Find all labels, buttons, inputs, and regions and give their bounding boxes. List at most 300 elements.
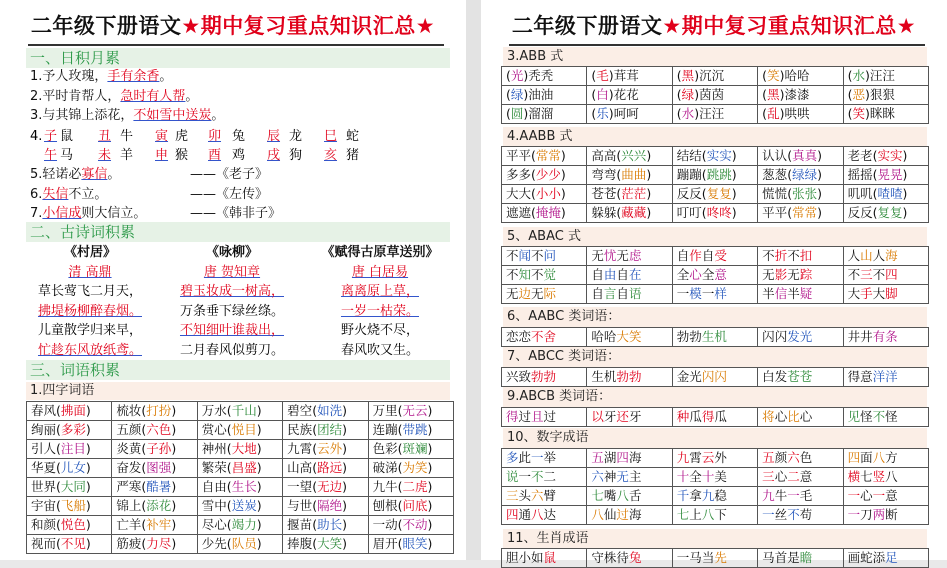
word-part: 慌慌 [762, 186, 788, 201]
word-char: 八 [701, 507, 715, 522]
word-char: 四 [506, 507, 519, 522]
word-paren: ( [312, 441, 318, 456]
word-answer: 水 [681, 106, 695, 121]
table-cell [502, 285, 587, 304]
word-char: 七 [676, 507, 690, 522]
word-paren: ) [731, 186, 737, 201]
word-char: 作 [689, 248, 702, 263]
word-paren: ( [701, 148, 707, 163]
word-table [501, 448, 929, 525]
word-part: 雪中 [201, 498, 227, 513]
word-part: 世界 [31, 479, 57, 494]
word-char: 云 [701, 450, 715, 465]
word-paren: ) [85, 517, 91, 532]
word-char: 守 [591, 550, 604, 565]
word-char: 意 [799, 469, 813, 484]
word-char: 大 [847, 286, 861, 301]
word-char: 机 [603, 369, 617, 384]
word-answer: 生长 [231, 479, 257, 494]
word-paren: ( [701, 205, 707, 220]
word-char: 九 [762, 488, 775, 503]
table-cell [587, 368, 672, 387]
word-paren: ) [85, 422, 91, 437]
word-char: 五 [591, 450, 604, 465]
table-cell [758, 328, 843, 347]
word-paren: ( [506, 87, 511, 102]
table-cell [283, 402, 368, 421]
word-answer: 喳喳 [877, 186, 903, 201]
word-char: 心 [774, 409, 788, 424]
word-answer: 绿 [681, 87, 695, 102]
word-paren: ) [817, 148, 822, 163]
word-paren: ( [847, 106, 853, 121]
word-paren: ( [787, 167, 793, 182]
word-char: 兔 [628, 550, 642, 565]
word-paren: ) [817, 167, 822, 182]
table-cell [843, 506, 928, 525]
word-answer: 助长 [317, 517, 343, 532]
word-paren: ) [256, 403, 262, 418]
word-answer: 白 [596, 87, 609, 102]
table-cell [672, 468, 757, 487]
word-answer: 绿 [510, 87, 524, 102]
word-part: 筋疲 [116, 536, 142, 551]
word-part: 眯眯 [869, 106, 895, 121]
word-paren: ) [85, 536, 91, 551]
word-char: 瞻 [799, 550, 813, 565]
word-part: 蹦蹦 [676, 167, 702, 182]
word-paren: ( [141, 498, 147, 513]
word-part: 遮遮 [506, 205, 532, 220]
word-paren: ( [701, 167, 707, 182]
table-row [502, 468, 929, 487]
quote-answer: 失信 [42, 186, 69, 202]
saying-line [30, 67, 172, 86]
table-cell [587, 449, 672, 468]
table-cell [197, 421, 282, 440]
table-cell [587, 328, 672, 347]
word-char: 洋 [885, 369, 898, 384]
quote-end: 。 [107, 167, 121, 182]
word-paren: ) [646, 205, 652, 220]
word-char: 多 [506, 450, 519, 465]
word-char: 一 [676, 286, 690, 301]
word-paren: ( [312, 498, 318, 513]
poem [22, 243, 158, 360]
table-cell [672, 86, 757, 105]
table-cell [197, 516, 282, 535]
table-cell [587, 408, 672, 427]
table-cell [112, 478, 197, 497]
word-paren: ) [902, 205, 908, 220]
word-paren: ) [608, 106, 614, 121]
table-cell [283, 440, 368, 459]
word-char: 上 [689, 507, 702, 522]
word-char: 致 [518, 369, 532, 384]
word-char: 四 [847, 450, 861, 465]
word-answer: 小小 [535, 186, 561, 201]
word-paren: ) [902, 148, 908, 163]
word-paren: ( [312, 422, 318, 437]
word-char: 八 [591, 507, 604, 522]
table-cell [368, 497, 453, 516]
word-answer: 真真 [792, 148, 818, 163]
word-answer: 乐 [596, 106, 609, 121]
word-char: 心 [774, 469, 788, 484]
word-char: 四 [885, 267, 898, 282]
table-row [502, 147, 929, 166]
earthly-branch: 寅 [155, 129, 169, 144]
word-char: 湖 [603, 450, 617, 465]
word-answer: 大同 [60, 479, 86, 494]
word-char: 六 [531, 488, 544, 503]
word-char: 大 [872, 286, 886, 301]
word-paren: ( [397, 403, 403, 418]
word-char: 苍 [787, 369, 800, 384]
word-paren: ) [731, 205, 737, 220]
word-char: 意 [714, 267, 727, 282]
word-paren: ) [342, 479, 347, 494]
word-char: 自 [676, 248, 690, 263]
word-char: 一 [531, 450, 544, 465]
word-char: 主 [628, 469, 642, 484]
table-cell [587, 185, 672, 204]
word-table [501, 146, 929, 223]
word-paren: ( [56, 422, 61, 437]
word-paren: ) [171, 460, 177, 475]
word-char: 半 [762, 286, 775, 301]
word-paren: ( [141, 517, 147, 532]
table-cell [283, 459, 368, 478]
word-paren: ) [171, 536, 177, 551]
table-cell [672, 328, 757, 347]
word-part: 少先 [201, 536, 227, 551]
word-part: 高高 [591, 148, 617, 163]
word-char: 不 [872, 267, 886, 282]
word-char: 将 [762, 409, 775, 424]
word-answer: 黑 [681, 68, 695, 83]
word-part: 万水 [201, 403, 227, 418]
table-cell [502, 506, 587, 525]
word-part: 山高 [287, 460, 313, 475]
word-char: 得 [847, 369, 861, 384]
word-char: 足 [885, 550, 898, 565]
word-answer: 拂面 [60, 403, 86, 418]
word-char: 勃 [676, 329, 690, 344]
word-paren: ( [141, 479, 147, 494]
word-paren: ) [817, 186, 822, 201]
word-part: 繁荣 [201, 460, 227, 475]
word-part: 摇摇 [847, 167, 873, 182]
word-answer: 眼笑 [402, 536, 428, 551]
zodiac-animal: 兔 [232, 129, 246, 144]
table-cell [502, 67, 587, 86]
table-row [27, 402, 454, 421]
word-answer: 藏藏 [621, 205, 647, 220]
four-char-words-table [26, 401, 454, 554]
word-char: 下 [714, 507, 727, 522]
table-cell [672, 247, 757, 266]
word-char: 三 [860, 267, 873, 282]
word-paren: ( [56, 517, 61, 532]
word-char: 样 [714, 286, 727, 301]
word-char: 不 [847, 267, 861, 282]
word-char: 自 [616, 267, 629, 282]
quote-end: 则大信立。 [81, 206, 147, 221]
word-char: 丝 [774, 507, 788, 522]
word-char: 面 [860, 450, 873, 465]
word-char: 四 [616, 450, 629, 465]
poem-line: 春风吹又生。 [340, 342, 419, 358]
poem-line: 万条垂下绿丝绦。 [179, 303, 284, 319]
word-answer: 恶 [852, 87, 865, 102]
word-paren: ( [531, 186, 536, 201]
word-char: 十 [701, 469, 715, 484]
section-heading: 10、数字成语 [503, 428, 927, 448]
word-paren: ( [312, 536, 318, 551]
word-paren: ( [787, 148, 793, 163]
table-row [27, 478, 454, 497]
word-char: 种 [676, 409, 690, 424]
word-answer: 兴兴 [621, 148, 647, 163]
word-char: 七 [860, 469, 873, 484]
word-paren: ( [56, 403, 61, 418]
word-char: 笑 [628, 329, 642, 344]
saying-line [30, 87, 198, 106]
word-char: 过 [518, 409, 532, 424]
word-char: 过 [616, 507, 629, 522]
word-answer: 少少 [535, 167, 561, 182]
poem [312, 243, 448, 360]
word-paren: ) [171, 498, 177, 513]
word-paren: ) [256, 517, 262, 532]
poem-author: 唐 白居易 [351, 264, 409, 280]
word-char: 以 [591, 409, 604, 424]
word-char: 稳 [714, 488, 727, 503]
table-cell [112, 497, 197, 516]
word-char: 六 [591, 469, 604, 484]
word-char: 信 [774, 286, 788, 301]
earthly-branch: 丑 [98, 129, 112, 144]
word-table [501, 66, 929, 124]
poem-line: 儿童散学归来早， [37, 323, 142, 338]
word-part: 多多 [506, 167, 532, 182]
word-char: 白 [762, 369, 775, 384]
table-cell [502, 166, 587, 185]
word-char: 不 [787, 248, 800, 263]
word-char: 不 [762, 248, 775, 263]
word-answer: 团结 [317, 422, 343, 437]
word-char: 瓜 [689, 409, 702, 424]
word-char: 勃 [616, 369, 629, 384]
word-answer: 为笑 [402, 460, 428, 475]
word-paren: ( [872, 186, 878, 201]
word-paren: ) [342, 441, 347, 456]
word-paren: ( [676, 87, 682, 102]
table-cell [197, 402, 282, 421]
table-cell [758, 67, 843, 86]
word-char: 际 [543, 286, 557, 301]
word-char: 折 [774, 248, 788, 263]
word-answer: 实实 [706, 148, 732, 163]
word-paren: ) [427, 460, 433, 475]
table-cell [843, 247, 928, 266]
word-char: 无 [506, 286, 519, 301]
word-char: 举 [543, 450, 557, 465]
word-paren: ( [141, 422, 147, 437]
word-paren: ) [85, 441, 91, 456]
word-part: 宇宙 [31, 498, 57, 513]
table-cell [843, 266, 928, 285]
word-part: 九牛 [372, 479, 398, 494]
word-paren: ) [523, 106, 529, 121]
table-cell [587, 266, 672, 285]
word-answer: 掩掩 [535, 205, 561, 220]
table-cell [368, 402, 453, 421]
word-part: 碧空 [287, 403, 313, 418]
word-char: 鼠 [543, 550, 557, 565]
table-cell [368, 535, 453, 554]
poem-line: 一岁一枯荣。 [340, 303, 419, 319]
table-cell [672, 147, 757, 166]
word-paren: ( [591, 87, 597, 102]
word-part: 严寒 [116, 479, 142, 494]
word-char: 神 [603, 469, 617, 484]
word-answer: 光 [510, 68, 524, 83]
word-answer: 力尽 [146, 536, 172, 551]
poem-line: 拂堤杨柳醉春烟。 [37, 303, 142, 319]
word-part: 秃秃 [528, 68, 554, 83]
word-answer: 二虎 [402, 479, 428, 494]
table-cell [843, 67, 928, 86]
word-part: 叮叮 [676, 205, 702, 220]
zodiac-animal: 鼠 [60, 129, 74, 144]
table-cell [368, 421, 453, 440]
word-part: 苍苍 [591, 186, 617, 201]
word-part: 梳妆 [116, 403, 142, 418]
word-part: 一动 [372, 517, 398, 532]
word-char: 不 [531, 329, 544, 344]
word-answer: 笑 [852, 106, 865, 121]
table-cell [843, 487, 928, 506]
word-table [501, 246, 929, 304]
word-char: 五 [762, 450, 775, 465]
table-cell [283, 421, 368, 440]
word-char: 心 [860, 488, 873, 503]
word-paren: ( [312, 460, 318, 475]
word-char: 井 [847, 329, 861, 344]
word-char: 一 [762, 507, 775, 522]
word-paren: ( [312, 479, 318, 494]
table-row [502, 487, 929, 506]
word-char: 瓜 [714, 409, 727, 424]
word-char: 马 [762, 550, 775, 565]
word-char: 先 [714, 550, 727, 565]
word-paren: ( [226, 479, 232, 494]
earthly-branch: 未 [98, 148, 112, 163]
word-answer: 图强 [146, 460, 172, 475]
word-paren: ( [56, 441, 61, 456]
word-char: 还 [616, 409, 629, 424]
word-char: 意 [885, 488, 898, 503]
table-row [27, 440, 454, 459]
table-row [502, 105, 929, 124]
word-char: 虑 [628, 248, 642, 263]
table-cell [197, 459, 282, 478]
word-char: 影 [774, 267, 788, 282]
word-part: 油油 [528, 87, 554, 102]
word-part: 自由 [201, 479, 227, 494]
word-paren: ( [676, 106, 682, 121]
word-char: 海 [628, 507, 642, 522]
word-answer: 斑斓 [402, 441, 428, 456]
word-paren: ( [616, 205, 622, 220]
word-char: 横 [847, 469, 861, 484]
word-char: 全 [689, 469, 702, 484]
word-answer: 昌盛 [231, 460, 257, 475]
word-paren: ) [256, 422, 262, 437]
word-char: 八 [885, 469, 898, 484]
table-cell [843, 185, 928, 204]
word-char: 当 [701, 550, 715, 565]
word-paren: ) [342, 536, 347, 551]
word-char: 不 [506, 248, 519, 263]
word-part: 破涕 [372, 460, 398, 475]
table-cell [27, 440, 112, 459]
word-paren: ( [56, 536, 61, 551]
word-paren: ( [531, 148, 536, 163]
word-answer: 多彩 [60, 422, 86, 437]
word-char: 扣 [799, 248, 813, 263]
word-paren: ) [427, 403, 433, 418]
table-cell [587, 468, 672, 487]
word-char: 过 [543, 409, 557, 424]
table-row [502, 166, 929, 185]
word-answer: 竭力 [231, 517, 257, 532]
table-cell [672, 487, 757, 506]
word-char: 无 [616, 248, 629, 263]
word-part: 结结 [676, 148, 702, 163]
word-paren: ) [608, 68, 614, 83]
section-heading: 二、古诗词积累 [26, 222, 450, 242]
word-answer: 带跳 [402, 422, 428, 437]
table-cell [368, 478, 453, 497]
poem-line: 不知细叶谁裁出， [179, 323, 284, 338]
table-cell [27, 421, 112, 440]
table-cell [758, 204, 843, 223]
word-paren: ( [872, 167, 878, 182]
word-char: 忧 [603, 248, 617, 263]
word-paren: ( [397, 536, 403, 551]
word-paren: ( [506, 68, 511, 83]
word-char: 一 [518, 469, 532, 484]
word-paren: ) [817, 205, 822, 220]
word-paren: ( [762, 68, 768, 83]
word-paren: ( [226, 422, 232, 437]
word-part: 一望 [287, 479, 313, 494]
word-paren: ) [523, 68, 529, 83]
table-row [502, 328, 929, 347]
table-cell [368, 516, 453, 535]
word-paren: ) [85, 403, 91, 418]
word-char: 色 [799, 450, 813, 465]
word-char: 无 [531, 286, 544, 301]
table-cell [587, 166, 672, 185]
word-paren: ( [591, 106, 597, 121]
table-cell [758, 247, 843, 266]
table-cell [587, 86, 672, 105]
word-char: 得 [506, 409, 519, 424]
